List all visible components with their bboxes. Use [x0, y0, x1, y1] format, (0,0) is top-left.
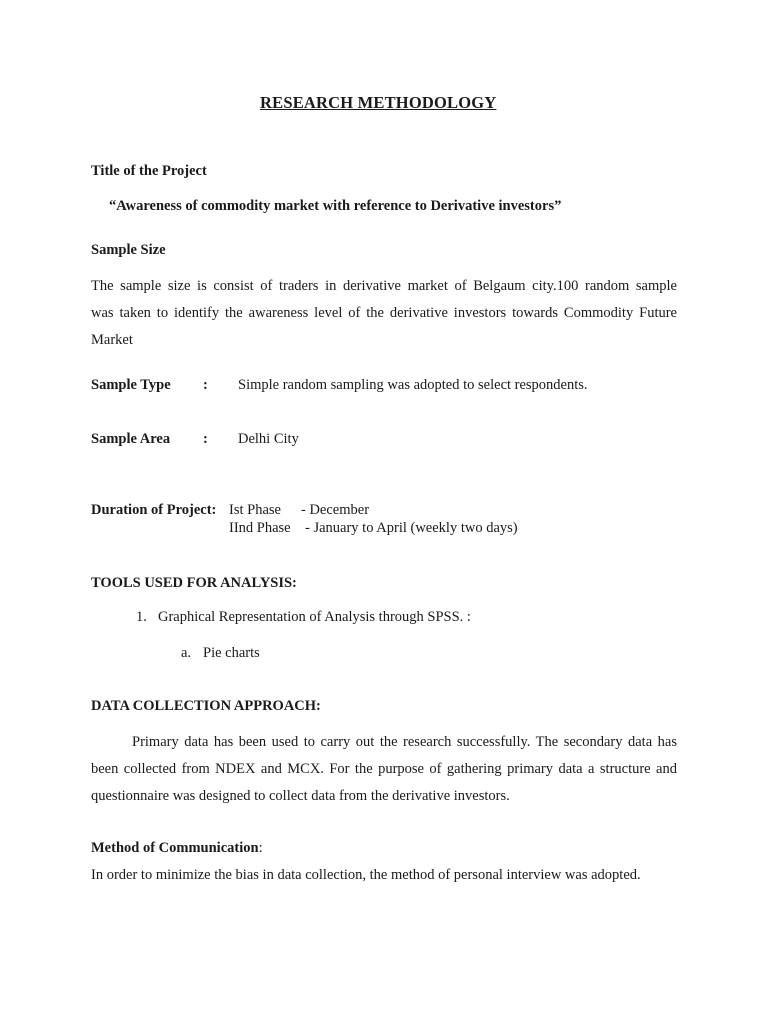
duration-phase1-name: Ist Phase [229, 502, 281, 518]
data-collection-line: Primary data has been used to carry out the research successfully. The secondary data has [132, 734, 677, 750]
tools-subitem-letter: a. [181, 645, 192, 661]
sample-size-line: The sample size is consist of traders in derivative market of Belgaum city.100 random sample [91, 278, 677, 294]
data-collection-line: questionnaire was designed to collect data from the derivative investors. [91, 788, 510, 804]
data-collection-heading: DATA COLLECTION APPROACH: [91, 698, 321, 714]
project-title: “Awareness of commodity market with reference to Derivative investors” [109, 198, 562, 214]
tools-heading: TOOLS USED FOR ANALYSIS: [91, 575, 297, 591]
data-collection-paragraph [91, 729, 677, 810]
sample-type-value: Simple random sampling was adopted to select respondents. [238, 377, 588, 393]
duration-label: Duration of Project: [91, 502, 217, 518]
duration-phase1-value: - December [301, 502, 370, 518]
sample-size-line: Market [91, 332, 133, 348]
tools-item-number: 1. [136, 609, 147, 625]
sample-area-label: Sample Area [91, 431, 171, 447]
data-collection-line: been collected from NDEX and MCX. For the purpose of gathering primary data a structure and [91, 761, 677, 777]
sample-type-label: Sample Type [91, 377, 171, 393]
title-label: Title of the Project [91, 163, 207, 179]
sample-size-label: Sample Size [91, 242, 166, 258]
sample-area-value: Delhi City [238, 431, 299, 447]
communication-label: Method of Communication [91, 840, 259, 856]
sample-size-paragraph [91, 273, 677, 354]
page-title: RESEARCH METHODOLOGY [260, 93, 497, 112]
sample-area-colon: : [203, 431, 208, 447]
sample-size-line: was taken to identify the awareness level of the derivative investors towards Commodity Future [91, 305, 677, 321]
communication-colon: : [258, 840, 263, 856]
communication-heading [91, 839, 263, 857]
sample-type-colon: : [203, 377, 208, 393]
communication-text: In order to minimize the bias in data collection, the method of personal interview was adopted. [91, 867, 641, 883]
tools-item-text: Graphical Representation of Analysis through SPSS. : [158, 609, 471, 625]
tools-subitem-text: Pie charts [203, 645, 260, 661]
duration-phase2-value: - January to April (weekly two days) [305, 520, 518, 536]
duration-phase2-name: IInd Phase [229, 520, 291, 536]
